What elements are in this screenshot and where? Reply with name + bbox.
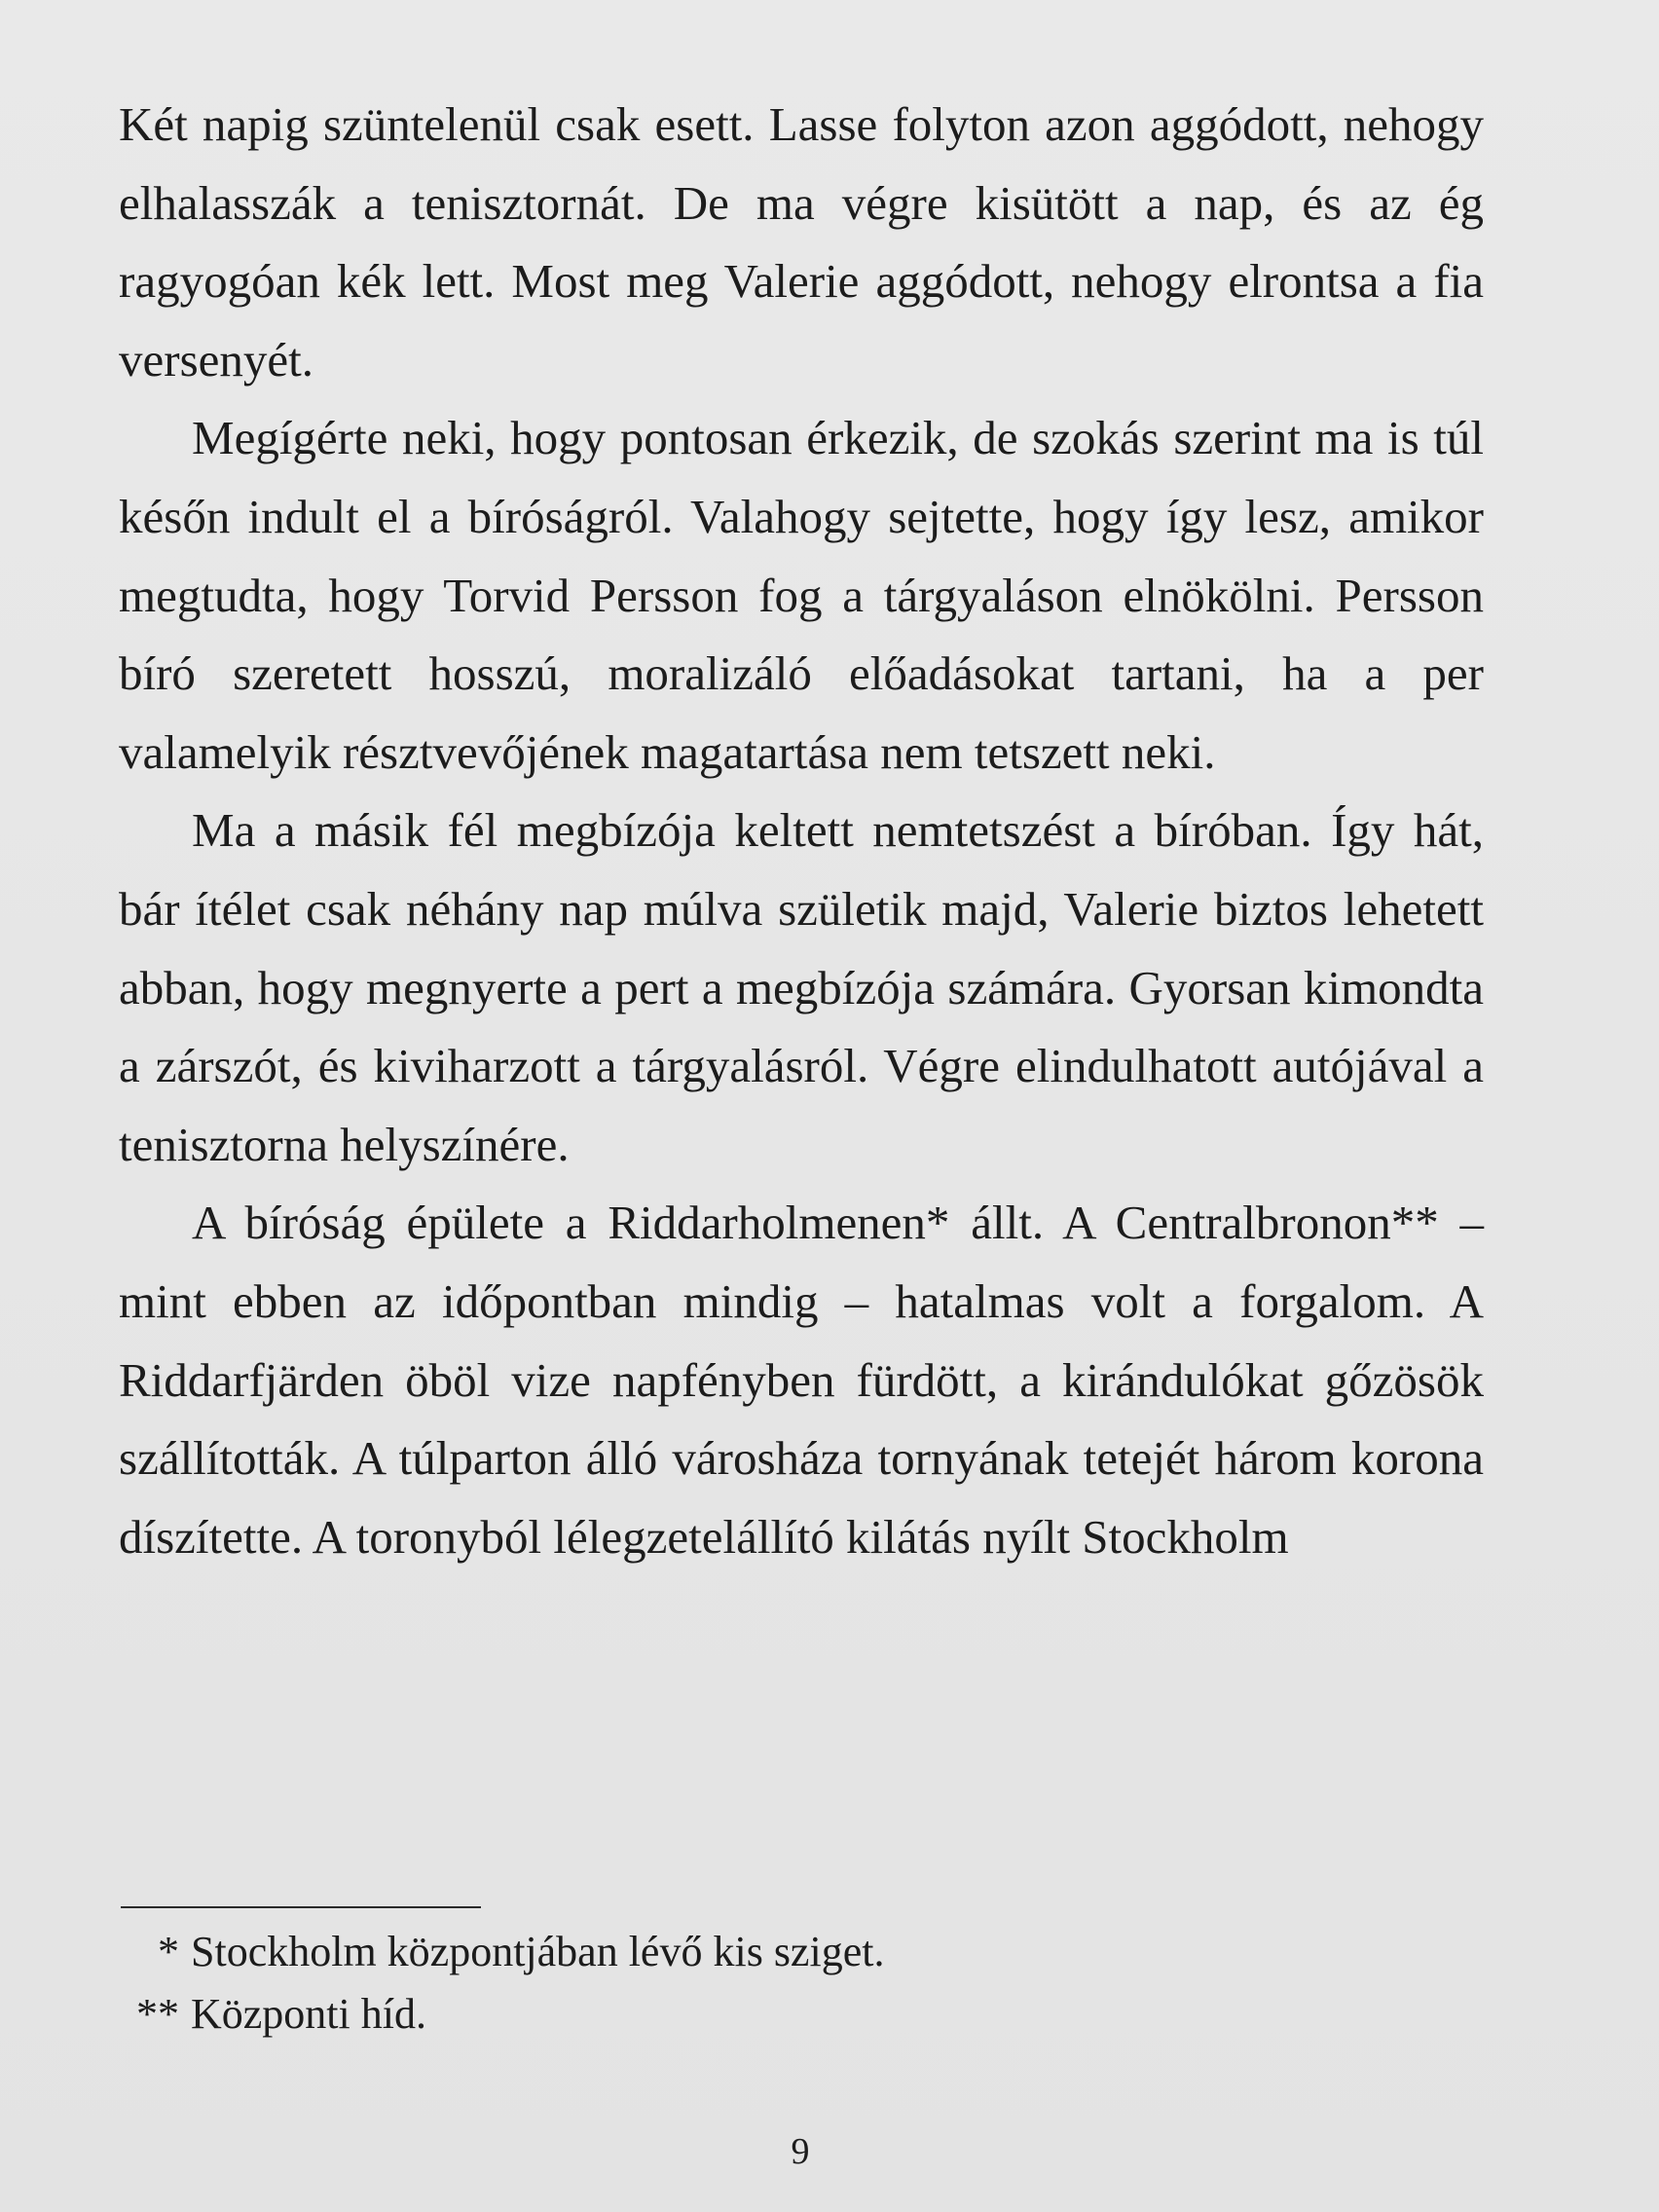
paragraph: Két napig szüntelenül csak esett. Lasse folyton azon aggódott, nehogy elhalasszák a tenisztornát. De ma végre kisütött a nap, és az ég ragyogóan kék lett. Most meg Valerie aggódott, nehogy elrontsa a fia versenyét.: [119, 97, 1484, 387]
footnote-item: [119, 1921, 1287, 1983]
footnote-separator: [121, 1906, 481, 1908]
main-text: [119, 86, 1484, 1576]
page-number: 9: [791, 2131, 810, 2172]
footnote-marker: *: [158, 1928, 179, 1975]
footnotes: [119, 1921, 1287, 2046]
paragraph: Megígérte neki, hogy pontosan érkezik, de szokás szerint ma is túl későn indult el a bíróságról. Valahogy sejtette, hogy így lesz, amikor megtudta, hogy Torvid Persson fog a tárgyaláson elnökölni. Persson bíró szeretett hosszú, moralizáló előadásokat tartani, ha a per valamelyik résztvevőjének magatartása nem tetszett neki.: [119, 411, 1484, 779]
footnote-marker: **: [136, 1990, 179, 2038]
footnote-text: Stockholm központjában lévő kis sziget.: [191, 1928, 885, 1975]
footnote-item: [119, 1983, 1287, 2046]
paragraph: A bíróság épülete a Riddarholmenen* állt. A Centralbronon** – mint ebben az időpontban mindig – hatalmas volt a forgalom. A Riddarfjärden öböl vize napfényben fürdött, a kirándulókat gőzösök szállították. A túlparton álló városháza tornyának tetejét három korona díszítette. A toronyból lélegzetelállító kilátás nyílt Stockholm: [119, 1196, 1484, 1564]
footnote-text: Központi híd.: [191, 1990, 426, 2038]
paragraph: Ma a másik fél megbízója keltett nemtetszést a bíróban. Így hát, bár ítélet csak néhány nap múlva születik majd, Valerie biztos lehetett abban, hogy megnyerte a pert a megbízója számára. Gyorsan kimondta a zárszót, és kiviharzott a tárgyalásról. Végre elindulhatott autójával a tenisztorna helyszínére.: [119, 803, 1484, 1171]
